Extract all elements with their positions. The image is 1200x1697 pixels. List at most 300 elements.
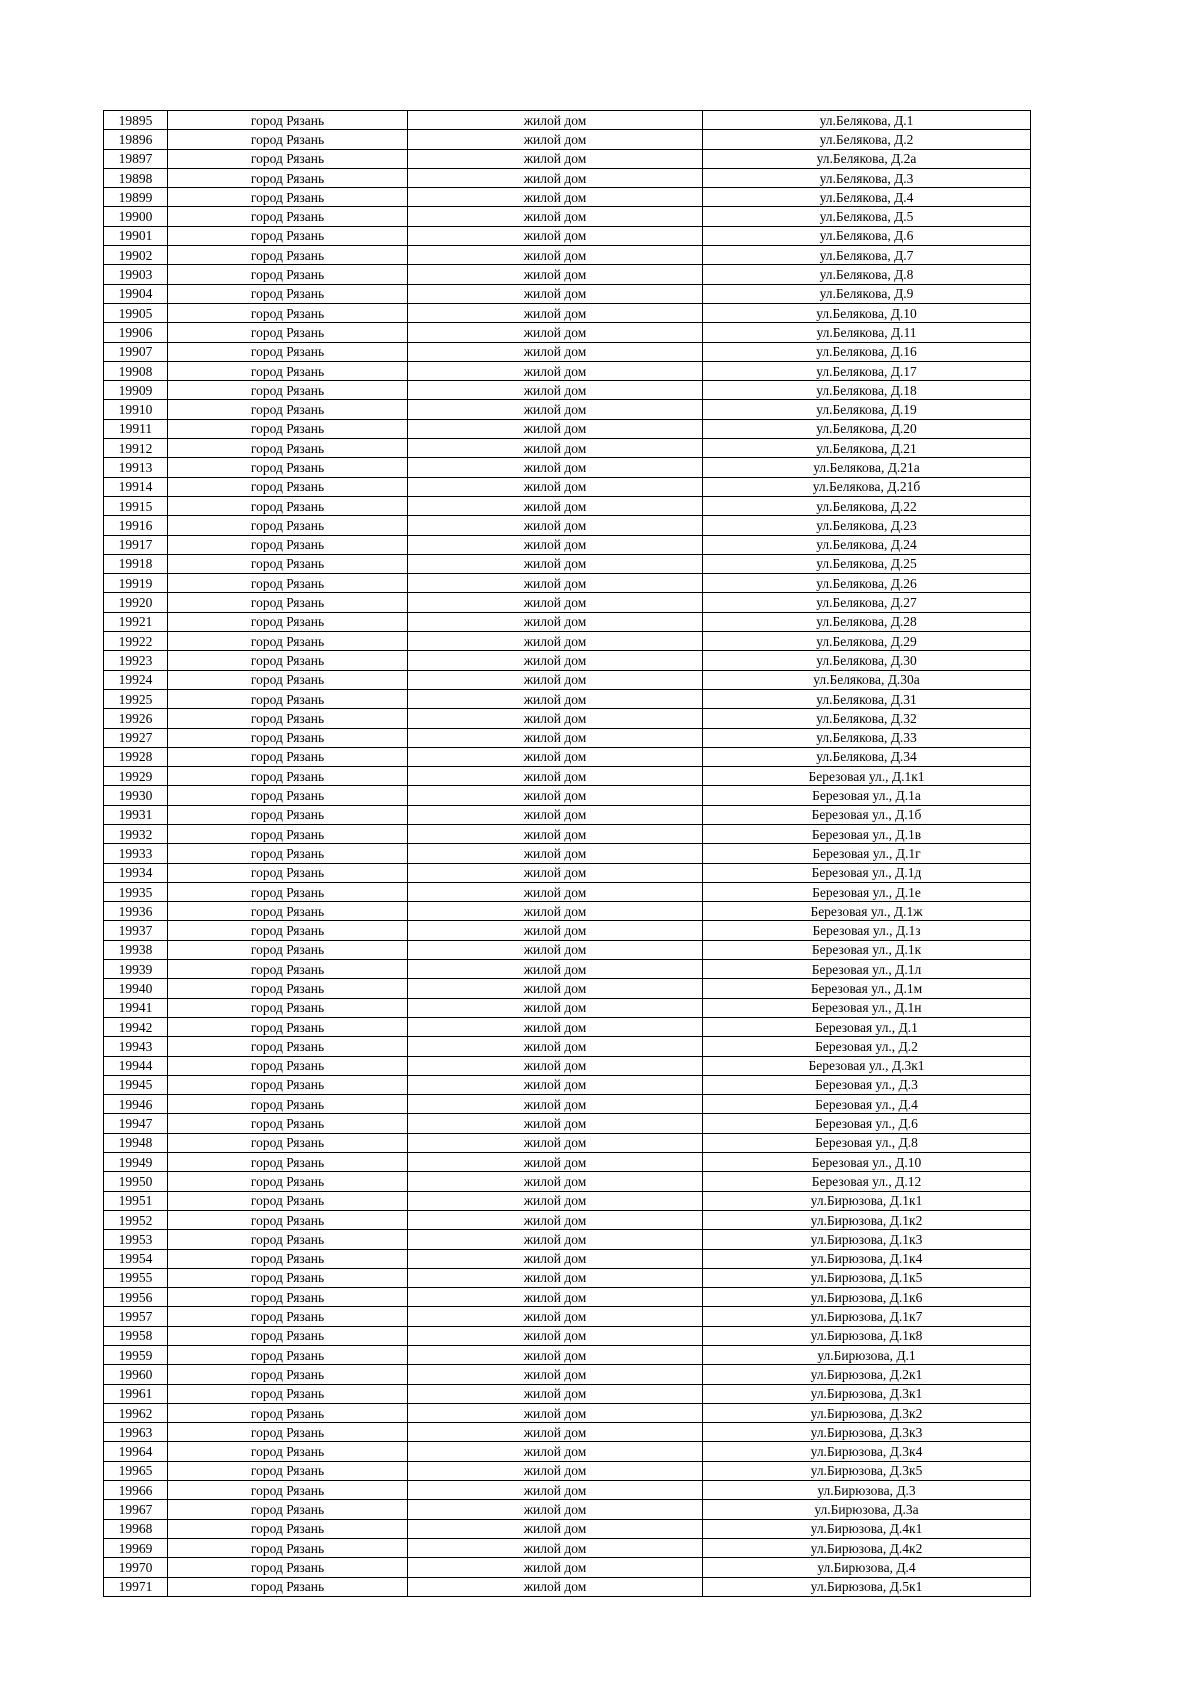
cell-city: город Рязань (168, 111, 408, 130)
cell-record-number: 19942 (104, 1017, 168, 1036)
cell-building-type: жилой дом (408, 1095, 703, 1114)
cell-city: город Рязань (168, 1461, 408, 1480)
cell-address: ул.Белякова, Д.21б (703, 477, 1031, 496)
cell-city: город Рязань (168, 265, 408, 284)
cell-building-type: жилой дом (408, 1577, 703, 1596)
cell-building-type: жилой дом (408, 921, 703, 940)
cell-building-type: жилой дом (408, 767, 703, 786)
cell-building-type: жилой дом (408, 593, 703, 612)
cell-address: ул.Белякова, Д.2 (703, 130, 1031, 149)
table-row (104, 284, 1031, 303)
cell-record-number: 19921 (104, 612, 168, 631)
cell-building-type: жилой дом (408, 574, 703, 593)
cell-address: ул.Белякова, Д.21 (703, 439, 1031, 458)
cell-record-number: 19935 (104, 882, 168, 901)
table-row (104, 882, 1031, 901)
cell-record-number: 19907 (104, 342, 168, 361)
cell-city: город Рязань (168, 1249, 408, 1268)
cell-address: ул.Белякова, Д.7 (703, 246, 1031, 265)
cell-record-number: 19908 (104, 361, 168, 380)
cell-record-number: 19930 (104, 786, 168, 805)
table-row (104, 1133, 1031, 1152)
table-row (104, 1307, 1031, 1326)
cell-address: ул.Белякова, Д.20 (703, 419, 1031, 438)
table-row (104, 1326, 1031, 1345)
cell-building-type: жилой дом (408, 1346, 703, 1365)
cell-address: Березовая ул., Д.1 (703, 1017, 1031, 1036)
cell-address: ул.Белякова, Д.6 (703, 226, 1031, 245)
cell-record-number: 19918 (104, 554, 168, 573)
cell-building-type: жилой дом (408, 130, 703, 149)
cell-building-type: жилой дом (408, 670, 703, 689)
cell-address: ул.Белякова, Д.25 (703, 554, 1031, 573)
cell-building-type: жилой дом (408, 824, 703, 843)
cell-record-number: 19952 (104, 1210, 168, 1229)
cell-building-type: жилой дом (408, 1288, 703, 1307)
cell-building-type: жилой дом (408, 805, 703, 824)
cell-record-number: 19945 (104, 1075, 168, 1094)
cell-address: ул.Белякова, Д.1 (703, 111, 1031, 130)
cell-record-number: 19965 (104, 1461, 168, 1480)
table-row (104, 612, 1031, 631)
cell-building-type: жилой дом (408, 940, 703, 959)
cell-address: ул.Бирюзова, Д.1к2 (703, 1210, 1031, 1229)
cell-address: ул.Бирюзова, Д.3к1 (703, 1384, 1031, 1403)
cell-record-number: 19958 (104, 1326, 168, 1345)
table-row (104, 1288, 1031, 1307)
cell-city: город Рязань (168, 824, 408, 843)
cell-address: Березовая ул., Д.1н (703, 998, 1031, 1017)
cell-building-type: жилой дом (408, 226, 703, 245)
cell-record-number: 19967 (104, 1500, 168, 1519)
cell-address: ул.Белякова, Д.30а (703, 670, 1031, 689)
cell-city: город Рязань (168, 323, 408, 342)
cell-building-type: жилой дом (408, 477, 703, 496)
cell-record-number: 19909 (104, 381, 168, 400)
table-row (104, 535, 1031, 554)
cell-record-number: 19938 (104, 940, 168, 959)
cell-city: город Рязань (168, 1075, 408, 1094)
cell-address: Березовая ул., Д.4 (703, 1095, 1031, 1114)
cell-record-number: 19927 (104, 728, 168, 747)
cell-address: Березовая ул., Д.10 (703, 1153, 1031, 1172)
table-row (104, 1210, 1031, 1229)
cell-address: ул.Белякова, Д.21а (703, 458, 1031, 477)
table-row (104, 921, 1031, 940)
table-row (104, 593, 1031, 612)
cell-city: город Рязань (168, 786, 408, 805)
cell-city: город Рязань (168, 1558, 408, 1577)
table-row (104, 1114, 1031, 1133)
cell-address: ул.Белякова, Д.18 (703, 381, 1031, 400)
cell-building-type: жилой дом (408, 1423, 703, 1442)
cell-record-number: 19923 (104, 651, 168, 670)
table-row (104, 632, 1031, 651)
cell-record-number: 19949 (104, 1153, 168, 1172)
cell-building-type: жилой дом (408, 1481, 703, 1500)
cell-address: ул.Бирюзова, Д.4 (703, 1558, 1031, 1577)
cell-record-number: 19913 (104, 458, 168, 477)
cell-city: город Рязань (168, 1519, 408, 1538)
table-row (104, 303, 1031, 322)
table-row (104, 1191, 1031, 1210)
cell-address: Березовая ул., Д.1в (703, 824, 1031, 843)
cell-record-number: 19954 (104, 1249, 168, 1268)
cell-address: ул.Белякова, Д.5 (703, 207, 1031, 226)
table-row (104, 1481, 1031, 1500)
cell-building-type: жилой дом (408, 612, 703, 631)
cell-city: город Рязань (168, 1268, 408, 1287)
cell-address: Березовая ул., Д.1д (703, 863, 1031, 882)
cell-building-type: жилой дом (408, 554, 703, 573)
cell-city: город Рязань (168, 188, 408, 207)
cell-city: город Рязань (168, 1191, 408, 1210)
cell-city: город Рязань (168, 960, 408, 979)
table-row (104, 265, 1031, 284)
table-row (104, 844, 1031, 863)
cell-record-number: 19963 (104, 1423, 168, 1442)
cell-building-type: жилой дом (408, 1056, 703, 1075)
cell-address: ул.Бирюзова, Д.2к1 (703, 1365, 1031, 1384)
cell-city: город Рязань (168, 130, 408, 149)
cell-building-type: жилой дом (408, 1210, 703, 1229)
table-row (104, 361, 1031, 380)
cell-building-type: жилой дом (408, 419, 703, 438)
cell-city: город Рязань (168, 902, 408, 921)
cell-address: Березовая ул., Д.1к1 (703, 767, 1031, 786)
cell-record-number: 19920 (104, 593, 168, 612)
table-row (104, 168, 1031, 187)
cell-address: ул.Белякова, Д.23 (703, 516, 1031, 535)
cell-building-type: жилой дом (408, 1249, 703, 1268)
cell-building-type: жилой дом (408, 516, 703, 535)
cell-city: город Рязань (168, 1481, 408, 1500)
table-row (104, 1403, 1031, 1422)
cell-building-type: жилой дом (408, 149, 703, 168)
table-row (104, 1017, 1031, 1036)
cell-address: Березовая ул., Д.1е (703, 882, 1031, 901)
cell-address: ул.Белякова, Д.8 (703, 265, 1031, 284)
cell-city: город Рязань (168, 361, 408, 380)
cell-city: город Рязань (168, 1114, 408, 1133)
cell-city: город Рязань (168, 998, 408, 1017)
table-row (104, 477, 1031, 496)
cell-record-number: 19933 (104, 844, 168, 863)
table-row (104, 747, 1031, 766)
cell-city: город Рязань (168, 149, 408, 168)
cell-record-number: 19969 (104, 1538, 168, 1557)
cell-record-number: 19934 (104, 863, 168, 882)
cell-building-type: жилой дом (408, 535, 703, 554)
cell-city: город Рязань (168, 651, 408, 670)
cell-city: город Рязань (168, 400, 408, 419)
cell-record-number: 19914 (104, 477, 168, 496)
cell-address: Березовая ул., Д.1б (703, 805, 1031, 824)
cell-address: ул.Белякова, Д.3 (703, 168, 1031, 187)
cell-building-type: жилой дом (408, 361, 703, 380)
cell-building-type: жилой дом (408, 1326, 703, 1345)
cell-record-number: 19904 (104, 284, 168, 303)
table-row (104, 1519, 1031, 1538)
cell-city: город Рязань (168, 419, 408, 438)
cell-building-type: жилой дом (408, 1172, 703, 1191)
cell-city: город Рязань (168, 1384, 408, 1403)
cell-address: ул.Белякова, Д.28 (703, 612, 1031, 631)
table-row (104, 111, 1031, 130)
cell-city: город Рязань (168, 1037, 408, 1056)
cell-building-type: жилой дом (408, 265, 703, 284)
cell-city: город Рязань (168, 1095, 408, 1114)
cell-city: город Рязань (168, 458, 408, 477)
cell-building-type: жилой дом (408, 1403, 703, 1422)
cell-building-type: жилой дом (408, 1538, 703, 1557)
cell-record-number: 19943 (104, 1037, 168, 1056)
table-row (104, 516, 1031, 535)
cell-building-type: жилой дом (408, 303, 703, 322)
cell-city: город Рязань (168, 303, 408, 322)
cell-building-type: жилой дом (408, 1500, 703, 1519)
cell-address: ул.Белякова, Д.26 (703, 574, 1031, 593)
cell-record-number: 19910 (104, 400, 168, 419)
cell-record-number: 19924 (104, 670, 168, 689)
cell-city: город Рязань (168, 689, 408, 708)
cell-address: ул.Белякова, Д.34 (703, 747, 1031, 766)
cell-record-number: 19917 (104, 535, 168, 554)
cell-building-type: жилой дом (408, 747, 703, 766)
cell-building-type: жилой дом (408, 323, 703, 342)
cell-record-number: 19896 (104, 130, 168, 149)
cell-address: ул.Белякова, Д.29 (703, 632, 1031, 651)
cell-city: город Рязань (168, 805, 408, 824)
cell-building-type: жилой дом (408, 979, 703, 998)
cell-address: ул.Бирюзова, Д.1к6 (703, 1288, 1031, 1307)
cell-building-type: жилой дом (408, 246, 703, 265)
cell-building-type: жилой дом (408, 1365, 703, 1384)
table-row (104, 419, 1031, 438)
cell-record-number: 19932 (104, 824, 168, 843)
cell-address: ул.Бирюзова, Д.4к2 (703, 1538, 1031, 1557)
cell-record-number: 19960 (104, 1365, 168, 1384)
cell-record-number: 19948 (104, 1133, 168, 1152)
table-row (104, 574, 1031, 593)
cell-record-number: 19939 (104, 960, 168, 979)
cell-city: город Рязань (168, 747, 408, 766)
cell-address: Березовая ул., Д.6 (703, 1114, 1031, 1133)
table-row (104, 1037, 1031, 1056)
cell-city: город Рязань (168, 207, 408, 226)
table-row (104, 767, 1031, 786)
cell-record-number: 19947 (104, 1114, 168, 1133)
table-row (104, 1423, 1031, 1442)
cell-record-number: 19911 (104, 419, 168, 438)
cell-building-type: жилой дом (408, 168, 703, 187)
table-row (104, 1075, 1031, 1094)
cell-city: город Рязань (168, 1153, 408, 1172)
cell-building-type: жилой дом (408, 381, 703, 400)
cell-building-type: жилой дом (408, 1384, 703, 1403)
cell-address: ул.Белякова, Д.24 (703, 535, 1031, 554)
cell-address: Березовая ул., Д.1а (703, 786, 1031, 805)
cell-address: ул.Белякова, Д.30 (703, 651, 1031, 670)
cell-city: город Рязань (168, 226, 408, 245)
cell-record-number: 19897 (104, 149, 168, 168)
cell-city: город Рязань (168, 1538, 408, 1557)
cell-record-number: 19966 (104, 1481, 168, 1500)
cell-city: город Рязань (168, 844, 408, 863)
table-row (104, 1095, 1031, 1114)
cell-address: ул.Белякова, Д.19 (703, 400, 1031, 419)
cell-building-type: жилой дом (408, 400, 703, 419)
table-row (104, 670, 1031, 689)
table-body (104, 111, 1031, 1597)
cell-address: ул.Бирюзова, Д.3а (703, 1500, 1031, 1519)
cell-city: город Рязань (168, 168, 408, 187)
table-row (104, 207, 1031, 226)
cell-city: город Рязань (168, 882, 408, 901)
cell-address: Березовая ул., Д.3 (703, 1075, 1031, 1094)
table-row (104, 786, 1031, 805)
cell-city: город Рязань (168, 1230, 408, 1249)
table-row (104, 1365, 1031, 1384)
cell-record-number: 19926 (104, 709, 168, 728)
cell-address: ул.Белякова, Д.11 (703, 323, 1031, 342)
table-row (104, 689, 1031, 708)
cell-record-number: 19961 (104, 1384, 168, 1403)
cell-city: город Рязань (168, 554, 408, 573)
cell-city: город Рязань (168, 477, 408, 496)
cell-city: город Рязань (168, 1403, 408, 1422)
cell-city: город Рязань (168, 1500, 408, 1519)
cell-address: ул.Белякова, Д.31 (703, 689, 1031, 708)
table-row (104, 979, 1031, 998)
cell-record-number: 19899 (104, 188, 168, 207)
table-row (104, 188, 1031, 207)
cell-record-number: 19940 (104, 979, 168, 998)
cell-city: город Рязань (168, 921, 408, 940)
cell-record-number: 19956 (104, 1288, 168, 1307)
cell-building-type: жилой дом (408, 1153, 703, 1172)
cell-address: Березовая ул., Д.1м (703, 979, 1031, 998)
table-row (104, 1577, 1031, 1596)
cell-record-number: 19922 (104, 632, 168, 651)
cell-address: ул.Белякова, Д.27 (703, 593, 1031, 612)
cell-address: ул.Бирюзова, Д.3 (703, 1481, 1031, 1500)
cell-address: ул.Белякова, Д.32 (703, 709, 1031, 728)
cell-record-number: 19915 (104, 496, 168, 515)
cell-city: город Рязань (168, 767, 408, 786)
cell-record-number: 19928 (104, 747, 168, 766)
cell-building-type: жилой дом (408, 844, 703, 863)
cell-city: город Рязань (168, 1133, 408, 1152)
cell-building-type: жилой дом (408, 1133, 703, 1152)
cell-city: город Рязань (168, 979, 408, 998)
cell-building-type: жилой дом (408, 1268, 703, 1287)
table-row (104, 226, 1031, 245)
cell-building-type: жилой дом (408, 1114, 703, 1133)
cell-record-number: 19944 (104, 1056, 168, 1075)
cell-city: город Рязань (168, 1210, 408, 1229)
cell-city: город Рязань (168, 1423, 408, 1442)
cell-address: ул.Белякова, Д.10 (703, 303, 1031, 322)
cell-city: город Рязань (168, 1577, 408, 1596)
cell-address: Березовая ул., Д.1з (703, 921, 1031, 940)
table-row (104, 1268, 1031, 1287)
cell-record-number: 19903 (104, 265, 168, 284)
cell-address: ул.Бирюзова, Д.1к5 (703, 1268, 1031, 1287)
table-row (104, 1172, 1031, 1191)
cell-city: город Рязань (168, 284, 408, 303)
cell-address: ул.Белякова, Д.9 (703, 284, 1031, 303)
cell-address: ул.Бирюзова, Д.1к7 (703, 1307, 1031, 1326)
cell-address: Березовая ул., Д.1ж (703, 902, 1031, 921)
cell-building-type: жилой дом (408, 1307, 703, 1326)
cell-address: ул.Бирюзова, Д.3к2 (703, 1403, 1031, 1422)
cell-building-type: жилой дом (408, 863, 703, 882)
table-row (104, 1442, 1031, 1461)
cell-city: город Рязань (168, 670, 408, 689)
cell-city: город Рязань (168, 246, 408, 265)
cell-city: город Рязань (168, 381, 408, 400)
cell-city: город Рязань (168, 1307, 408, 1326)
table-row (104, 998, 1031, 1017)
cell-building-type: жилой дом (408, 1037, 703, 1056)
cell-record-number: 19962 (104, 1403, 168, 1422)
cell-building-type: жилой дом (408, 960, 703, 979)
cell-address: Березовая ул., Д.2 (703, 1037, 1031, 1056)
cell-address: ул.Бирюзова, Д.3к5 (703, 1461, 1031, 1480)
cell-city: город Рязань (168, 1346, 408, 1365)
cell-record-number: 19950 (104, 1172, 168, 1191)
cell-building-type: жилой дом (408, 902, 703, 921)
table-row (104, 1346, 1031, 1365)
cell-address: Березовая ул., Д.1к (703, 940, 1031, 959)
cell-city: город Рязань (168, 863, 408, 882)
cell-city: город Рязань (168, 342, 408, 361)
cell-record-number: 19906 (104, 323, 168, 342)
table-row (104, 458, 1031, 477)
cell-city: город Рязань (168, 516, 408, 535)
cell-record-number: 19895 (104, 111, 168, 130)
cell-building-type: жилой дом (408, 1461, 703, 1480)
cell-building-type: жилой дом (408, 728, 703, 747)
table-row (104, 1538, 1031, 1557)
table-row (104, 960, 1031, 979)
cell-building-type: жилой дом (408, 458, 703, 477)
cell-building-type: жилой дом (408, 882, 703, 901)
cell-address: ул.Бирюзова, Д.1к1 (703, 1191, 1031, 1210)
table-row (104, 1461, 1031, 1480)
table-row (104, 1384, 1031, 1403)
cell-city: город Рязань (168, 496, 408, 515)
cell-address: ул.Белякова, Д.33 (703, 728, 1031, 747)
cell-building-type: жилой дом (408, 496, 703, 515)
cell-record-number: 19953 (104, 1230, 168, 1249)
cell-city: город Рязань (168, 632, 408, 651)
cell-building-type: жилой дом (408, 284, 703, 303)
table-row (104, 709, 1031, 728)
cell-record-number: 19957 (104, 1307, 168, 1326)
cell-city: город Рязань (168, 612, 408, 631)
cell-address: ул.Белякова, Д.17 (703, 361, 1031, 380)
cell-building-type: жилой дом (408, 439, 703, 458)
table-row (104, 246, 1031, 265)
table-row (104, 130, 1031, 149)
cell-record-number: 19937 (104, 921, 168, 940)
table-row (104, 323, 1031, 342)
cell-building-type: жилой дом (408, 1017, 703, 1036)
cell-address: Березовая ул., Д.12 (703, 1172, 1031, 1191)
cell-city: город Рязань (168, 1172, 408, 1191)
